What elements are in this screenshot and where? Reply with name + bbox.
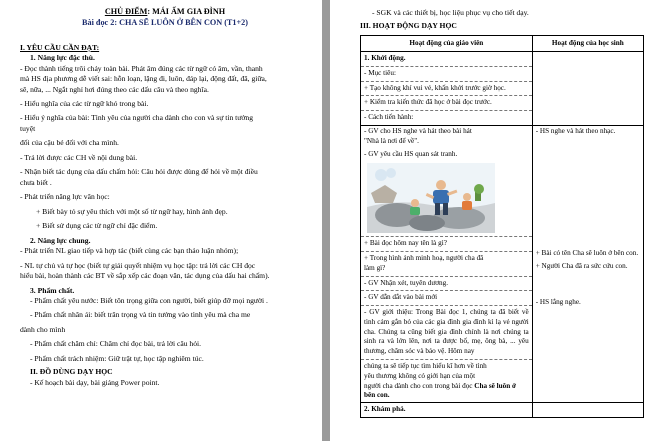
- dashed-divider: [361, 66, 532, 67]
- text-line: - SGK và các thiết bị, học liệu phục vụ cho tiết dạy.: [372, 8, 529, 17]
- text-line: - NL tự chủ và tự học (biết tự giải quyết nhiệm vụ học tập: trả lời các CH đọc: [20, 260, 256, 270]
- text-paragraph: - GV giới thiệu: Trong Bài đọc 1, chúng ta đã biết về tình cảm gắn bó của các gia đình gia đình kì lạ vẻ người cha. Chúng ta cũng biết gia đình chính là nơi chúng ta sinh ra và lớn lên, nơi ta được bố, mẹ, ông bà, ... yêu thương, chăm sóc và bảo vệ. Hôm nay: [364, 308, 529, 356]
- warmup-heading: 1. Khởi động.: [364, 53, 406, 62]
- right-document-page: [330, 0, 650, 441]
- text-line: + Bài đọc hôm nay tên là gì?: [364, 239, 447, 248]
- text-line: + Tạo không khí vui vẻ, khấn khởi trước giờ học.: [364, 83, 506, 92]
- section-teaching-materials: II. ĐỒ DÙNG DẠY HỌC: [30, 367, 113, 377]
- illustration-father-rescuing-child: [367, 163, 495, 233]
- activities-table: [360, 35, 644, 418]
- text-line: + Bài có tên Cha sẽ luôn ở bên con.: [535, 248, 639, 257]
- text-line: - HS lắng nghe.: [535, 298, 581, 307]
- dashed-divider: [361, 251, 532, 252]
- dashed-divider: [361, 95, 532, 96]
- dashed-divider: [361, 305, 532, 306]
- text-line: hiểu bài, hoàn thành các BT về sắp xếp các đoạn văn, tác dụng của dấu hai chấm).: [20, 271, 270, 281]
- student-activity-cell: [532, 125, 643, 402]
- subsection-specific-competence: 1. Năng lực đặc thù.: [30, 53, 95, 63]
- text-line: - GV Nhận xét, tuyên dương.: [364, 278, 449, 287]
- text-line: yêu thương không có giới hạn của một: [364, 371, 476, 380]
- text-line: đối của cậu bé đối với cha mình.: [20, 138, 119, 148]
- text-line: - GV yêu cầu HS quan sát tranh.: [364, 150, 458, 159]
- left-document-page: [0, 0, 322, 441]
- text-line: + Người Cha đã ra sức cứu con.: [535, 262, 628, 271]
- text-line: - Phẩm chất yêu nước: Biết tôn trọng giữa con người, biết giúp đỡ mọi người .: [30, 296, 268, 305]
- text-line: chúng ta sẽ tiếp tục tìm hiểu kĩ hơn về tình: [364, 362, 487, 370]
- text-line: làm gì?: [364, 263, 386, 272]
- dashed-divider: [361, 276, 532, 277]
- lesson-name: Cha sẽ luôn ở bên con.: [364, 381, 517, 400]
- subsection-qualities: 3. Phẩm chất.: [30, 285, 75, 295]
- table-header-row: [361, 35, 644, 51]
- text-line: + Biết sử dụng các từ ngữ chỉ đặc điểm.: [36, 221, 158, 231]
- text-line: dành cho mình: [20, 324, 66, 334]
- lesson-title: Bài đọc 2: CHA SẼ LUÔN Ở BÊN CON (T1+2): [82, 18, 248, 28]
- text-line: - Kế hoạch bài dạy, bài giảng Power point.: [30, 377, 160, 387]
- dashed-divider: [361, 81, 532, 82]
- text-line: - Phát triển năng lực văn học:: [20, 192, 110, 202]
- text-line: chưa biết .: [20, 177, 52, 187]
- text-line: - Phẩm chất trách nhiệm: Giữ trật tự, học tập nghiêm túc.: [30, 353, 204, 363]
- text-line: + Trong hình ảnh minh hoạ, người cha đã: [364, 253, 484, 262]
- text-line: - Đọc thành tiếng trôi chảy toàn bài. Phát âm đúng các từ ngữ có âm, vần, thanh: [20, 63, 263, 73]
- text-line: - HS nghe và hát theo nhạc.: [535, 126, 616, 135]
- table-row: [361, 403, 644, 418]
- dashed-divider: [361, 359, 532, 360]
- subsection-general-competence: 2. Năng lực chung.: [30, 235, 91, 245]
- text-line: - Trả lời được các CH về nội dung bài.: [20, 152, 138, 162]
- text-line: - Phẩm chất nhân ái: biết trân trọng và tin tưởng vào tình yêu mà cha me: [30, 310, 251, 320]
- text-line: "Nhà là nơi để về".: [364, 136, 419, 145]
- text-line: - Nhận biết tác dụng của dấu chấm hỏi: Câu hỏi được dùng để hỏi về một điều: [20, 167, 258, 177]
- text-line: - GV dẫn dắt vào bài mới: [364, 293, 438, 302]
- text-line: - Phát triển NL giao tiếp và hợp tác (biết cùng các bạn thảo luận nhóm);: [20, 246, 239, 256]
- text-line: sẽ, nữa, ... Ngắt nghỉ hơi đúng theo các dấu câu và theo nghĩa.: [20, 84, 209, 94]
- empty-cell: [532, 403, 643, 418]
- dashed-divider: [361, 236, 532, 237]
- text-line: + Kiểm tra kiến thức đã học ở bài đọc trước.: [364, 98, 492, 107]
- text-line: - Phẩm chất chăm chỉ: Chăm chỉ đọc bài, trả lời câu hỏi.: [30, 339, 202, 349]
- table-row: [361, 51, 644, 125]
- topic-header: CHỦ ĐIỂM: MÁI ẤM GIA ĐÌNH: [104, 7, 226, 16]
- dashed-divider: [361, 290, 532, 291]
- qualities-text: [20, 296, 310, 364]
- text-line: - Hiểu ý nghĩa của bài: Tình yêu của người cha dành cho con và sự tin tưởng: [20, 113, 254, 123]
- table-row: [361, 125, 644, 402]
- text-line: mà HS địa phương dễ viết sai: hỗn loạn, lặng đi, luôn, đáp lại, động đất, đã, giữa,: [20, 74, 267, 84]
- section-requirements: I. YÊU CẦU CẦN ĐẠT:: [20, 42, 100, 52]
- text-line: + Biết bày tỏ sự yêu thích với một số từ ngữ hay, hình ảnh đẹp.: [36, 206, 228, 216]
- student-column-header: Hoạt động của học sinh: [532, 35, 643, 51]
- empty-cell: [532, 51, 643, 125]
- text-line: - Cách tiến hành:: [364, 113, 414, 122]
- teacher-column-header: Hoạt động của giáo viên: [361, 35, 533, 51]
- warmup-objectives-cell: [361, 51, 533, 125]
- explore-heading: 2. Khám phá.: [361, 403, 533, 418]
- text-line: - GV cho HS nghe và hát theo bài hát: [364, 126, 472, 135]
- text-line: người cha dành cho con trong bài đọc Cha sẽ luôn ở bên con.: [364, 381, 517, 400]
- dashed-divider: [361, 110, 532, 111]
- text-line: tuyệt: [20, 123, 36, 133]
- teacher-activity-cell: [361, 125, 533, 402]
- text-line: - Hiểu nghĩa của các từ ngữ khó trong bài.: [20, 98, 149, 108]
- text-line: - Mục tiêu:: [364, 68, 396, 77]
- specific-competence-text: [20, 64, 310, 232]
- section-teaching-activities: III. HOẠT ĐỘNG DẠY HỌC: [360, 21, 457, 31]
- general-competence-text: [20, 246, 310, 281]
